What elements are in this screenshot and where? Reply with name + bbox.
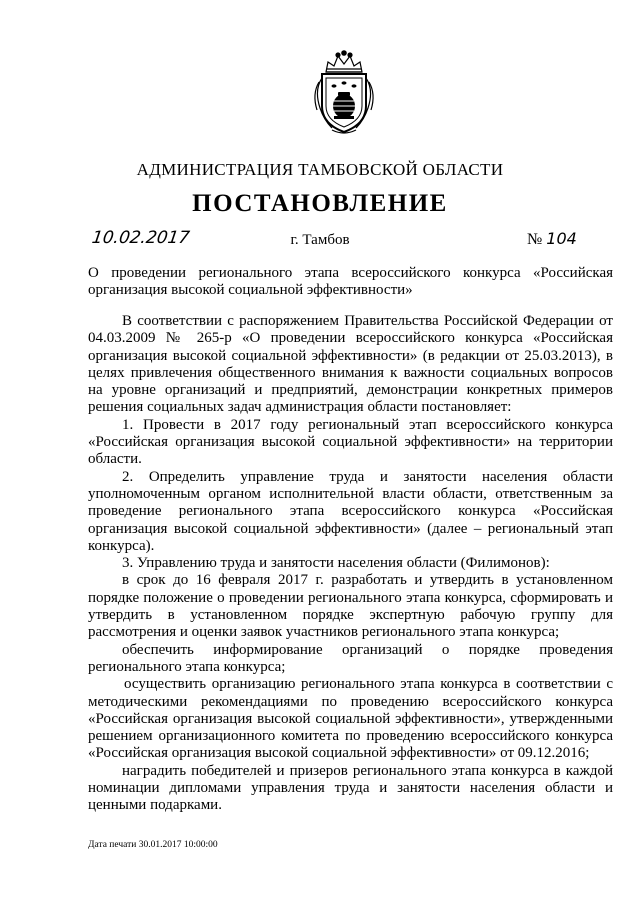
organization-name: АДМИНИСТРАЦИЯ ТАМБОВСКОЙ ОБЛАСТИ <box>136 160 504 179</box>
document-type-title: ПОСТАНОВЛЕНИЕ <box>192 190 448 217</box>
body-paragraph-item-1: 1. Провести в 2017 году региональный этап всероссийского конкурса «Российская организация высокой социальной эффективности» на территории области. <box>88 416 613 468</box>
body-paragraph-subitem-2: обеспечить информирование организаций о порядке проведения регионального этапа конкурса; <box>88 641 613 675</box>
number-value: 104 <box>546 229 577 248</box>
print-date-footer: Дата печати 30.01.2017 10:00:00 <box>88 840 218 850</box>
body-paragraph-subitem-4: наградить победителей и призеров регионального этапа конкурса в каждой номинации дипломами управления труда и занятости населения области и ценными подарками. <box>88 762 613 814</box>
document-body <box>88 313 613 815</box>
number-prefix: № <box>527 231 543 248</box>
body-paragraph-subitem-3: осуществить организацию регионального этапа конкурса в соответствии с методическими рекомендациями по проведению всероссийского конкурса «Российская организация высокой социальной эффективности», утвержденными решением организационного комитета по проведению всероссийского конкурса «Российская организация высокой социальной эффективности» от 09.12.2016; <box>88 676 613 762</box>
body-paragraph-preamble: В соответствии с распоряжением Правительства Российской Федерации от 04.03.2009 № 265-р «О проведении всероссийского конкурса «Российская организация высокой социальной эффективности» (в редакции от 25.03.2013), в целях привлечения общественного внимания к важности социальных вопросов на уровне организаций и предприятий, демонстрации конкретных примеров решения социальных задач администрация области постановляет: <box>88 313 613 416</box>
body-paragraph-item-2: 2. Определить управление труда и занятости населения области уполномоченным органом исполнительной власти области, ответственным за проведение регионального этапа всероссийского конкурса «Российская организация высокой социальной эффективности» (далее – региональный этап конкурса). <box>88 468 613 554</box>
document-city: г. Тамбов <box>290 232 350 248</box>
document-number <box>527 229 577 249</box>
coat-of-arms-icon <box>308 50 380 136</box>
document-subject: О проведении регионального этапа всероссийского конкурса «Российская организация высокой социальной эффективности» <box>88 265 613 298</box>
body-paragraph-item-3: 3. Управлению труда и занятости населения области (Филимонов): <box>122 555 550 572</box>
document-date: 10.02.2017 <box>90 228 191 248</box>
body-paragraph-subitem-1: в срок до 16 февраля 2017 г. разработать и утвердить в установленном порядке положение о проведении регионального этапа конкурса, сформировать и утвердить в установленном порядке экспертную рабочую группу для рассмотрения и оценки заявок участников регионального этапа конкурса; <box>88 572 613 641</box>
